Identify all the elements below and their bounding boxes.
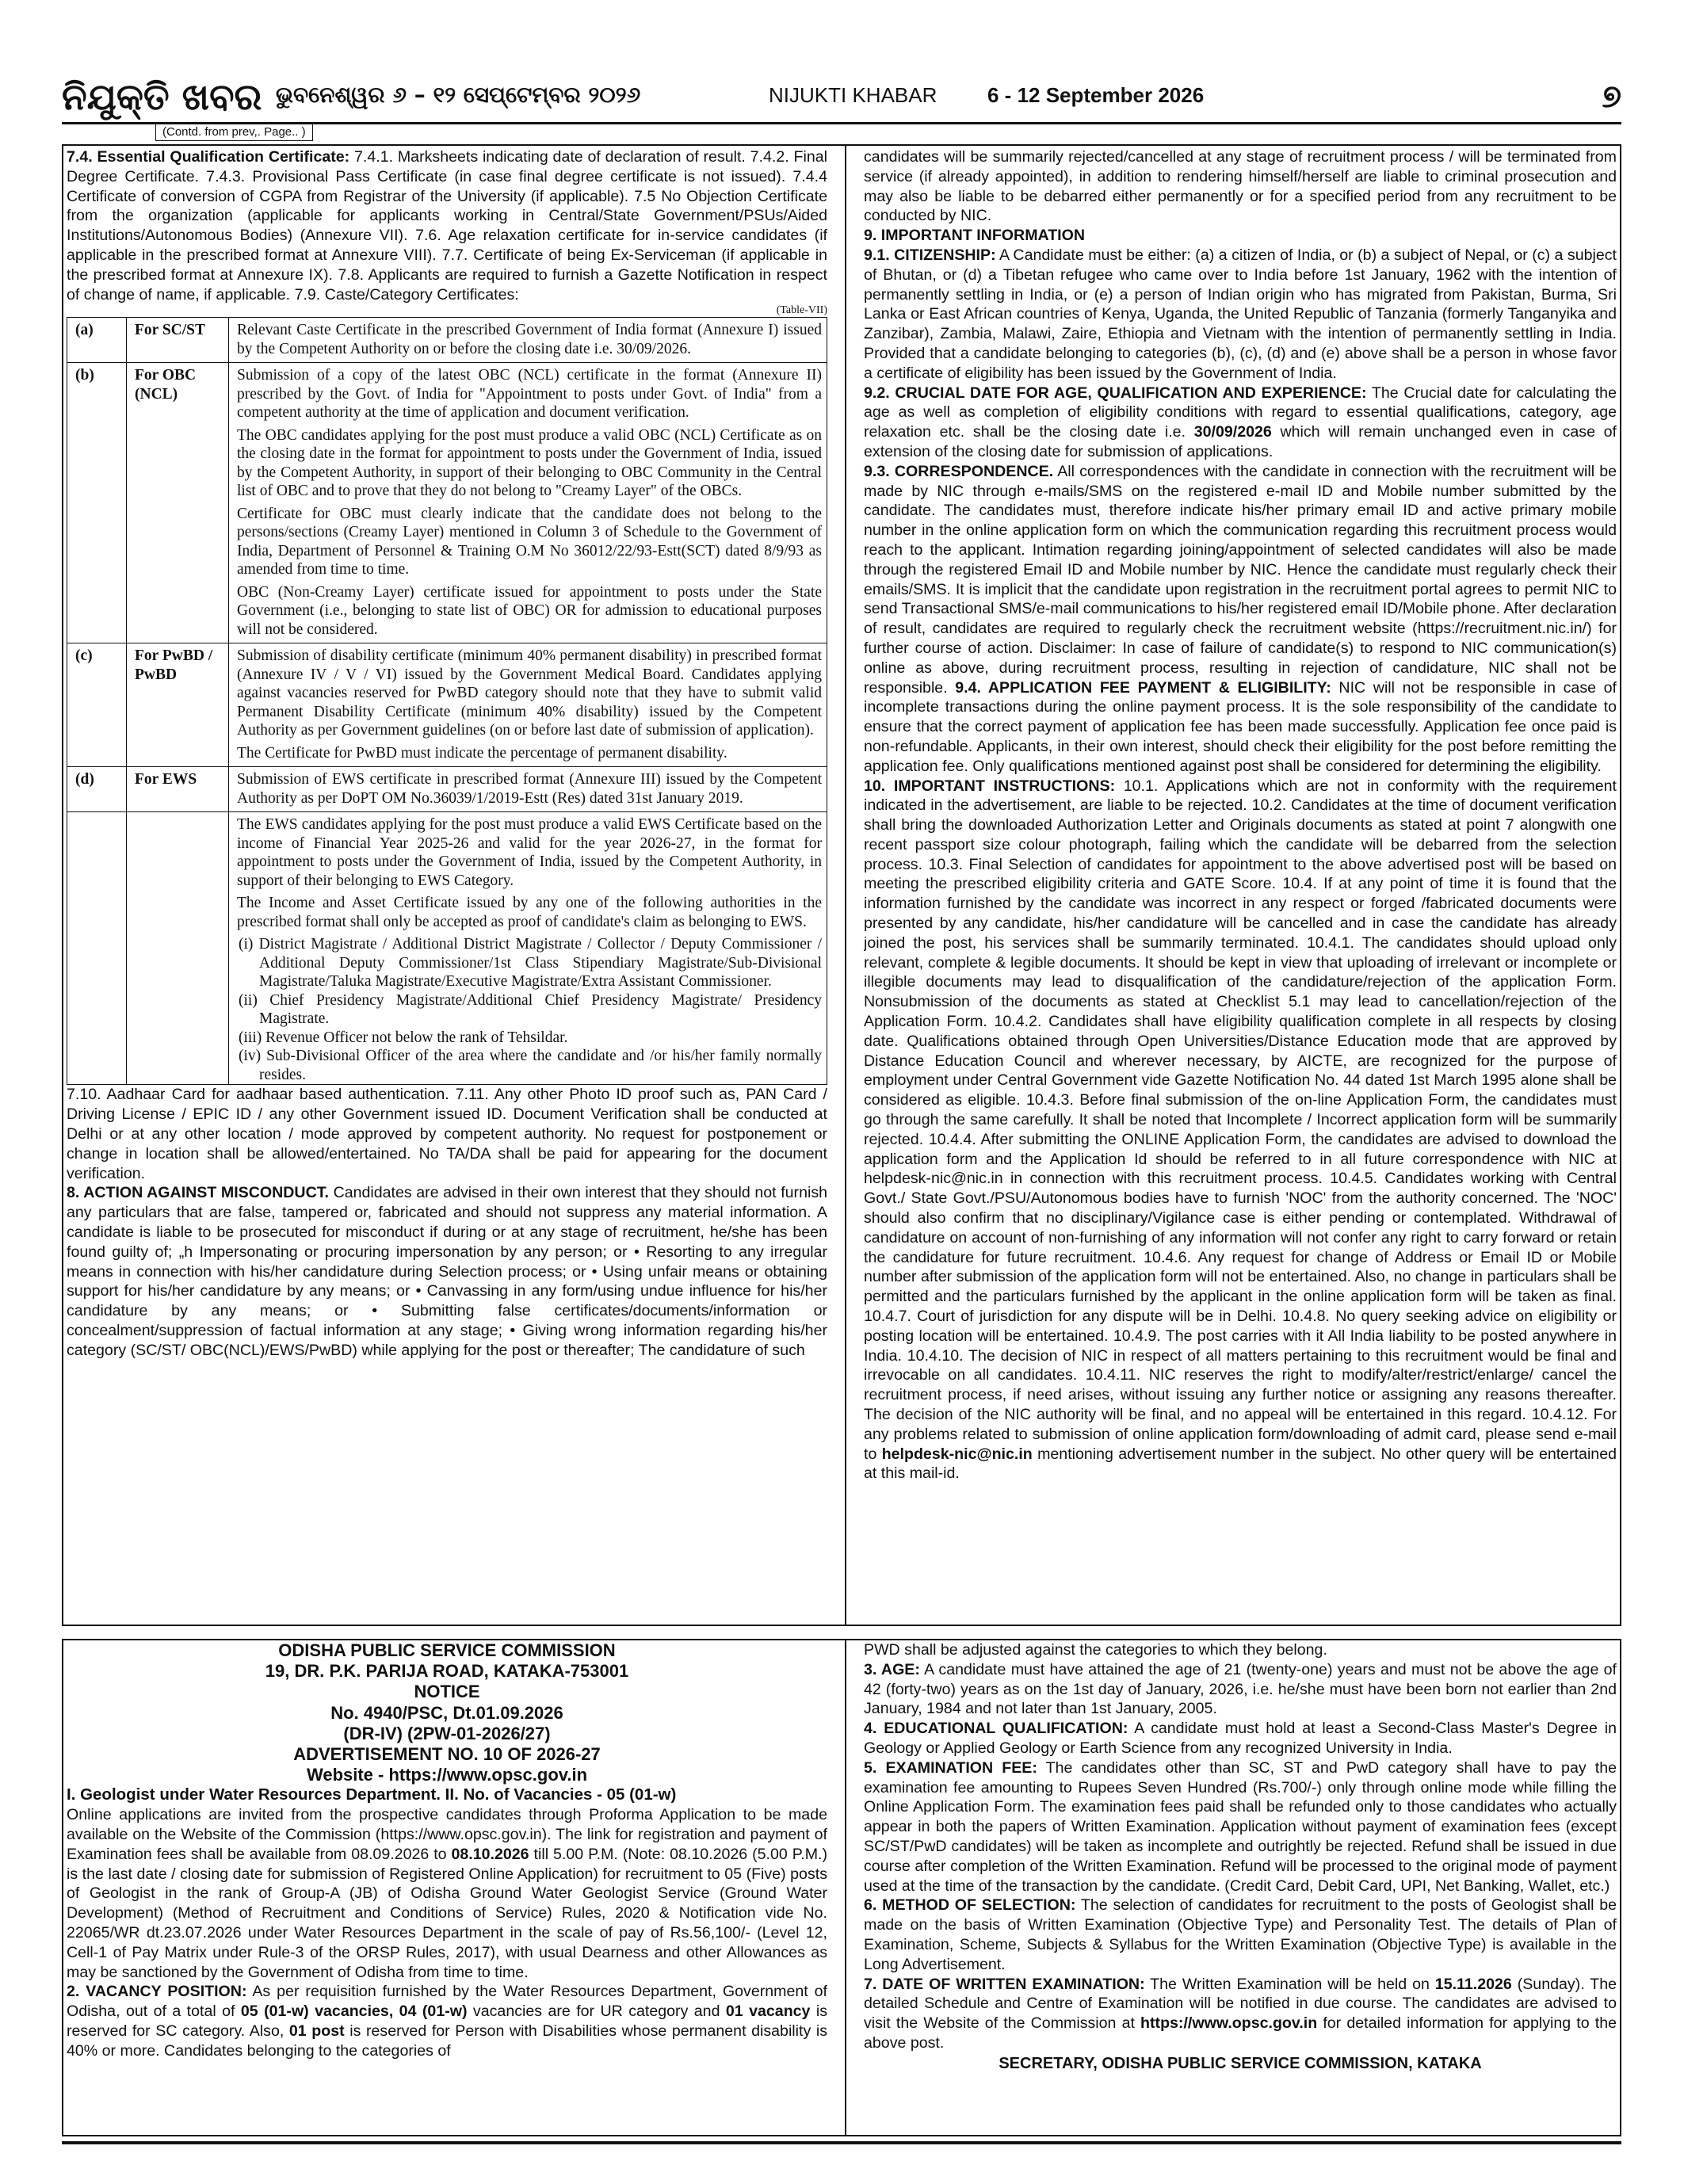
secretary-signature: SECRETARY, ODISHA PUBLIC SERVICE COMMISSION, KATAKA [999,2054,1482,2072]
opsc-right-column [864,1640,1617,2074]
notice-title: NOTICE [414,1682,480,1702]
exam-date-paragraph: 7. DATE OF WRITTEN EXAMINATION: The Written Examination will be held on 15.11.2026 (Sunday). The detailed Schedule and Centre of Examination will be notified in due course. The candidates are advised to visit the Website of the Commission at https://www.opsc.gov.in for detailed information for applying to the above post. [864,1975,1617,2052]
selection-method-paragraph: 6. METHOD OF SELECTION: The selection of candidates for recruitment to the posts of Geologist shall be made on the basis of Written Examination (Objective Type) and Personality Test. The details of Plan of Examination, Scheme, Subjects & Syllabus for the Written Examination (Objective Type) is available in the Long Advertisement. [864,1896,1617,1973]
right-column [864,147,1617,1483]
table-caption: (Table-VII) [776,304,827,317]
important-info-heading: 9. IMPORTANT INFORMATION [864,227,1086,245]
misconduct-paragraph: 8. ACTION AGAINST MISCONDUCT. Candidates are advised in their own interest that they should not furnish any particulars that are false, tampered or, fabricated and should not suppress any material information. A candidate is liable to be prosecuted for misconduct if during or at any stage of recruitment, he/she has been found guilty of; „h Impersonating or procuring impersonation by any person; or • Resorting to any irregular means in connection with his/her candidature during Selection process; or • Using unfair means or obtaining support for his/her candidature by any means; or • Canvassing in any form/using undue influence for his/her candidature by any means; or • Submitting false certificates/documents/information or concealment/suppression of factual information at any stage; • Giving wrong information regarding his/her category (SC/ST/ OBC(NCL)/EWS/PwBD) while applying for the post or thereafter; The candidature of such [67,1184,827,1359]
column-divider [845,146,846,1625]
opsc-address: 19, DR. P.K. PARIJA ROAD, KATAKA-753001 [265,1661,629,1682]
advertisement-number: ADVERTISEMENT NO. 10 OF 2026-27 [293,1744,601,1765]
section-heading: 7.4. Essential Qualification Certificate: [67,148,350,166]
table-row: (d) For EWS Submission of EWS certificate in prescribed format (Annexure III) issued by the Competent Authority as per DoPT OM No.36039/1/2019-Estt (Res) dated 31st January 2019. [67,767,827,812]
opsc-website: Website - https://www.opsc.gov.in [306,1765,588,1785]
opsc-left-column [67,1640,827,2061]
page-number: ୭ [1602,78,1621,115]
paper-name: NIJUKTI KHABAR [769,83,937,107]
odia-dateline: ଭୁବନେଶ୍ୱର ୬ – ୧୨ ସେପ୍ଟେମ୍ବର ୨୦୨୬ [276,82,641,108]
footer-rule [62,2141,1621,2144]
opsc-org-name: ODISHA PUBLIC SERVICE COMMISSION [278,1640,616,1660]
online-application-paragraph: Online applications are invited from the prospective candidates through Proforma Application to be made available on the Website of the Commission (https://www.opsc.gov.in). The link for registration and payment of Examination fees shall be available from 08.09.2026 to 08.10.2026 till 5.00 P.M. (Note: 08.10.2026 (5.00 P.M.) is the last date / closing date for submission of Registered Online Application) for recruitment to 05 (Five) posts of Geologist in the rank of Group-A (JB) of Odisha Ground Water Geologist Service (Ground Water Development) (Method of Recruitment and Conditions of Service) Rules, 2020 & Notification vide No. 22065/WR dt.23.07.2026 under Water Resources Department in the scale of pay of Rs.56,100/- (Level 12, Cell-1 of Pay Matrix under Rule-3 of the ORSP Rules, 2017), with usual Dearness and other Allowances as may be sanctioned by the Government of Odisha from time to time. [67,1806,827,1981]
pwd-paragraph: PWD shall be adjusted against the categories to which they belong. [864,1641,1327,1659]
rejection-paragraph: candidates will be summarily rejected/cancelled at any stage of recruitment process / will be terminated from service (if already appointed), in addition to rendering himself/herself are liable to criminal prosecution and may also be liable to be debarred either permanently or for a specified period from any recruitment to be conducted by NIC. [864,148,1617,225]
essential-qualification-paragraph: 7.4. Essential Qualification Certificate: 7.4.1. Marksheets indicating date of declaration of result. 7.4.2. Final Degree Certificate. 7.4.3. Provisional Pass Certificate (in case final degree certificate is not issued). 7.4.4 Certificate of conversion of CGPA from Registrar of the University (if applicable). 7.5 No Objection Certificate from the organization (applicable for applicants working in Central/State Government/PSUs/Aided Institutions/Autonomous Bodies) (Annexure VII). 7.6. Age relaxation certificate for in-service candidates (if applicable in the prescribed format at Annexure VIII). 7.7. Certificate of being Ex-Serviceman (if applicable in the prescribed format at Annexure IX). 7.8. Applicants are required to furnish a Gazette Notification in respect of change of name, if applicable. 7.9. Caste/Category Certificates: [67,148,827,304]
vacancy-paragraph: 2. VACANCY POSITION: As per requisition furnished by the Water Resources Department, Government of Odisha, out of a total of 05 (01-w) vacancies, 04 (01-w) vacancies are for UR category and 01 vacancy is reserved for SC category. Also, 01 post is reserved for Person with Disabilities whose permanent disability is 40% or more. Candidates belonging to the categories of [67,1983,827,2060]
issue-date: 6 - 12 September 2026 [987,83,1205,107]
qualification-paragraph: 4. EDUCATIONAL QUALIFICATION: A candidate must hold at least a Second-Class Master's Degree in Geology or Applied Geology or Earth Science from any recognized University in India. [864,1720,1617,1757]
table-row: The EWS candidates applying for the post must produce a valid EWS Certificate based on the income of Financial Year 2025-26 and valid for the year 2026-27, in the format for appointment to posts under the Government of India, issued by the Competent Authority, in support of their belonging to EWS Category. The Income and Asset Certificate issued by any one of the following authorities in the prescribed format shall only be accepted as proof of candidate's claim as belonging to EWS. (i) District Magistrate / Additional District Magistrate / Collector / Deputy Commissioner / Additional Deputy Commissioner/1st Class Stipendiary Magistrate/Sub-Divisional Magistrate/Taluka Magistrate/Executive Magistrate/Extra Assistant Commissioner. (ii) Chief Presidency Magistrate/Additional Chief Presidency Magistrate/ Presidency Magistrate. (iii) Revenue Officer not below the rank of Tehsildar. (iv) Sub-Divisional Officer of the area where the candidate and /or his/her family normally resides. [67,812,827,1085]
left-column [67,147,827,1361]
notice-code: (DR-IV) (2PW-01-2026/27) [343,1723,551,1743]
instructions-paragraph: 10. IMPORTANT INSTRUCTIONS: 10.1. Applications which are not in conformity with the requirement indicated in the advertisement, are liable to be rejected. 10.2. Candidates at the time of document verification shall bring the downloaded Authorization Letter and Originals documents as stated at point 7 alongwith one recent passport size colour photograph, failing which the candidate will be debarred from the selection process. 10.3. Final Selection of candidates for appointment to the above advertised post will be based on meeting the prescribed eligibility criteria and GATE Score. 10.4. If at any point of time it is found that the information furnished by the candidate was incorrect in any respect or forged /fabricated documents were presented by any candidate, his/her candidature will be cancelled and in case the candidate has already joined the post, his services shall be summarily terminated. 10.4.1. The candidates should upload only relevant, complete & legible documents. It should be kept in view that uploading of irrelevant or incomplete or illegible documents may lead to disqualification of the candidature/rejection of the application Form. Nonsubmission of the documents as stated at Checklist 5.1 may lead to cancellation/rejection of the Application Form. 10.4.2. Candidates shall have eligibility qualification complete in all respects by closing date. Qualifications obtained through Open Universities/Distance Education mode that are approved by Distance Education Council and wherever necessary, by AICTE, are recognized for the purpose of employment under Central Government vide Gazette Notification No. 44 dated 1st March 1995 alone shall be considered as eligible. 10.4.3. Before final submission of the on-line Application Form, the candidates must go through the same carefully. It shall be noted that Incomplete / Incorrect application form will be summarily rejected. 10.4.4. After submitting the ONLINE Application Form, the candidates are advised to download the application form and the Application Id should be referred to in all future correspondence with NIC at helpdesk-nic@nic.in in connection with this recruitment process. 10.4.5. Candidates working with Central Govt./ State Govt./PSU/Autonomous bodies have to furnish 'NOC' from the authority concerned. The 'NOC' should also confirm that no disciplinary/Vigilance case is either pending or contemplated. Withdrawal of candidature on account of non-furnishing of any information will not confer any right to carry forward or retain the candidature for future recruitment. 10.4.6. Any request for change of Address or Email ID or Mobile number after submission of the application form will not be entertained. Also, no change in particulars shall be permitted and the particulars furnished by the applicant in the online application form will be taken as final. 10.4.7. Court of jurisdiction for any dispute will be in Delhi. 10.4.8. No query seeking advice on eligibility or posting location will be entertained. 10.4.9. The post carries with it All India liability to be posted anywhere in India. 10.4.10. The decision of NIC in respect of all matters pertaining to this recruitment would be final and irrevocable on all candidates. 10.4.11. NIC reserves the right to modify/alter/restrict/enlarge/ cancel the recruitment process, if need arises, without issuing any further notice or assigning any reasons thereafter. The decision of the NIC authority will be final, and no appeal will be entertained in this regard. 10.4.12. For any problems related to submission of online application form/downloading of admit card, please send e-mail to helpdesk-nic@nic.in mentioning advertisement number in the subject. No other query will be entertained at this mail-id. [864,777,1617,1483]
citizenship-paragraph: 9.1. CITIZENSHIP: A Candidate must be either: (a) a citizen of India, or (b) a subject of Nepal, or (c) a subject of Bhutan, or (d) a Tibetan refugee who came over to India before 1st January, 1962 with the intention of permanently settling in India, or (e) a person of Indian origin who has migrated from Pakistan, Burma, Sri Lanka or East African countries of Kenya, Uganda, the United Republic of Tanzania (formerly Tanganyika and Zanzibar), Zambia, Malawi, Zaire, Ethiopia and Vietnam with the intention of permanently settling in India. Provided that a candidate belonging to categories (b), (c), (d) and (e) above shall be a person in whose favor a certificate of eligibility has been issued by the Government of India. [864,246,1617,382]
exam-fee-paragraph: 5. EXAMINATION FEE: The candidates other than SC, ST and PwD category shall have to pay the examination fee amounting to Rupees Seven Hundred (Rs.700/-) only through online mode while filling the Online Application Form. The examination fees paid shall be refunded only to those candidates who actually appear in both the papers of Written Examination. Application without payment of examination fees (except SC/ST/PwD candidates) will be taken as incomplete and outrightly be rejected. Refund shall be issued in due course after completion of the Written Examination. Refund will be processed to the original mode of payment used at the time of the transaction by the candidate. (Credit Card, Debit Card, UPI, Net Banking, Wallet, etc.) [864,1758,1617,1895]
table-row: (a) For SC/ST Relevant Caste Certificate in the prescribed Government of India format (Annexure I) issued by the Competent Authority on or before the closing date i.e. 30/09/2026. [67,318,827,363]
crucial-date-paragraph: 9.2. CRUCIAL DATE FOR AGE, QUALIFICATION AND EXPERIENCE: The Crucial date for calculating the age as well as completion of eligibility conditions with regard to essential qualifications, category, age relaxation etc. shall be the closing date i.e. 30/09/2026 which will remain unchanged even in case of extension of the closing date for submission of applications. [864,384,1617,460]
age-paragraph: 3. AGE: A candidate must have attained the age of 21 (twenty-one) years and must not be above the age of 42 (forty-two) years as on the 1st day of January, 2026, i.e. he/she must have been born not earlier than 2nd January, 1984 and not later than 1st January, 2005. [864,1660,1617,1718]
continued-tag: (Contd. from prev,. Page.. ) [155,124,313,141]
caste-category-table [67,317,827,1085]
column-divider [845,1640,846,2135]
post-line: I. Geologist under Water Resources Department. II. No. of Vacancies - 05 (01-w) [67,1785,677,1804]
table-row: (c) For PwBD / PwBD Submission of disability certificate (minimum 40% permanent disability) in prescribed format (Annexure IV / V / VI) issued by the Government Medical Board. Candidates applying against vacancies reserved for PwBD category should note that they have to submit valid Permanent Disability Certificate (minimum 40% disability) issued by the Competent Authority as per Government guidelines (on or before last date of submission of application). The Certificate for PwBD must indicate the percentage of permanent disability. [67,643,827,767]
correspondence-paragraph: 9.3. CORRESPONDENCE. All correspondences with the candidate in connection with the recruitment will be made by NIC through e-mails/SMS on the registered e-mail ID and Mobile number submitted by the candidate. The candidates must, therefore indicate his/her primary email ID and active primary mobile number in the online application form on which the communication regarding this recruitment process would reach to the applicant. Intimation regarding joining/appointment of selected candidates will also be made through the registered Email ID and Mobile number by NIC. Hence the candidate must regularly check their emails/SMS. It is implicit that the candidate upon registration in the recruitment portal agrees to permit NIC to send Transactional SMS/e-mail communications to his/her registered email ID/Mobile phone. After declaration of result, candidates are required to regularly check the recruitment website (https://recruitment.nic.in/) for further course of action. Disclaimer: In case of failure of candidate(s) to respond to NIC communication(s) online as above, during recruitment process, resulting in rejection of candidature, NIC shall not be responsible. 9.4. APPLICATION FEE PAYMENT & ELIGIBILITY: NIC will not be responsible in case of incomplete transactions during the online payment process. It is the sole responsibility of the candidate to ensure that the correct payment of application fee has been made successfully. Application fee once paid is non-refundable. Applicants, in their own interest, should check their eligibility for the post before remitting the application fee. Only qualifications mentioned against post shall be considered for determining the eligibility. [864,462,1617,775]
notice-number: No. 4940/PSC, Dt.01.09.2026 [330,1702,563,1723]
newspaper-logo: ନିଯୁକ୍ତି ଖବର [62,75,262,118]
masthead [62,73,1621,120]
helpdesk-email: helpdesk-nic@nic.in [881,1445,1033,1463]
section-heading: 8. ACTION AGAINST MISCONDUCT. [67,1184,329,1202]
aadhaar-paragraph: 7.10. Aadhaar Card for aadhaar based authentication. 7.11. Any other Photo ID proof such as, PAN Card / Driving License / EPIC ID / any other Government issued ID. Document Verification shall be conducted at Delhi or at any other location / mode approved by competent authority. No request for postponement or change in location shall be allowed/entertained. No TA/DA shall be paid for appearing for the document verification. [67,1086,827,1182]
table-row: (b) For OBC (NCL) Submission of a copy of the latest OBC (NCL) certificate in the format (Annexure II) prescribed by the Govt. of India for "Appointment to posts under Govt. of India" from a competent authority at the time of application and document verification. The OBC candidates applying for the post must produce a valid OBC (NCL) Certificate as on the closing date in the format for appointment to posts under the Government of India, issued by the Competent Authority, in support of their belonging to OBC Community in the Central list of OBC and to prove that they do not belong to "Creamy Layer" of the OBCs. Certificate for OBC must clearly indicate that the candidate does not belong to the persons/sections (Creamy Layer) mentioned in Column 3 of Schedule to the Government of India, Department of Personnel & Training O.M No 36012/22/93-Estt(SCT) dated 8/9/93 as amended from time to time. OBC (Non-Creamy Layer) certificate issued for appointment to posts under the State Government (i.e., belonging to state list of OBC) OR for admission to educational purposes will not be considered. [67,363,827,643]
